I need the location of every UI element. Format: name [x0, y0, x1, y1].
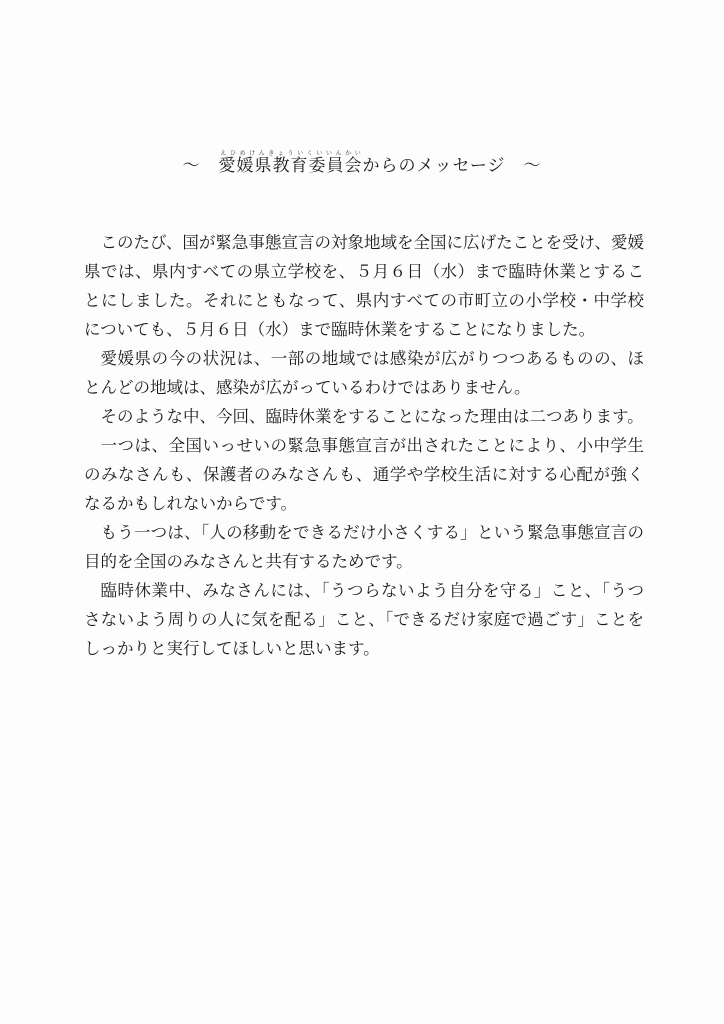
paragraph-5: もう一つは、「人の移動をできるだけ小さくする」という緊急事態宣言の目的を全国のみなさんと共有するためです。 — [84, 523, 644, 571]
paragraph-4: 一つは、全国いっせいの緊急事態宣言が出されたことにより、小中学生のみなさんも、保護者のみなさんも、通学や学校生活に対する心配が強くなるかもしれないからです。 — [84, 436, 644, 513]
paragraph-6: 臨時休業中、みなさんには、「うつらないよう自分を守る」こと、「うつさないよう周りの人に気を配る」こと、「できるだけ家庭で過ごす」ことをしっかりと実行してほしいと思います。 — [84, 581, 644, 658]
paragraph-3: そのような中、今回、臨時休業をすることになった理由は二つあります。 — [100, 407, 644, 426]
page-title: ～ 愛媛県教育委員会えひめけんきょういくいいんかいからのメッセージ ～ — [182, 150, 542, 176]
paragraph-2: 愛媛県の今の状況は、一部の地域では感染が広がりつつあるものの、ほとんどの地域は、感染が広がっているわけではありません。 — [84, 349, 644, 397]
message-body — [84, 228, 644, 663]
title-furigana: 愛媛県教育委員会えひめけんきょういくいいんかい — [218, 150, 363, 176]
paragraph-1: このたび、国が緊急事態宣言の対象地域を全国に広げたことを受け、愛媛県では、県内すべての県立学校を、５月６日（水）まで臨時休業とすることにしました。それにともなって、県内すべての市町立の小学校・中学校についても、５月６日（水）まで臨時休業をすることになりました。 — [84, 233, 644, 339]
